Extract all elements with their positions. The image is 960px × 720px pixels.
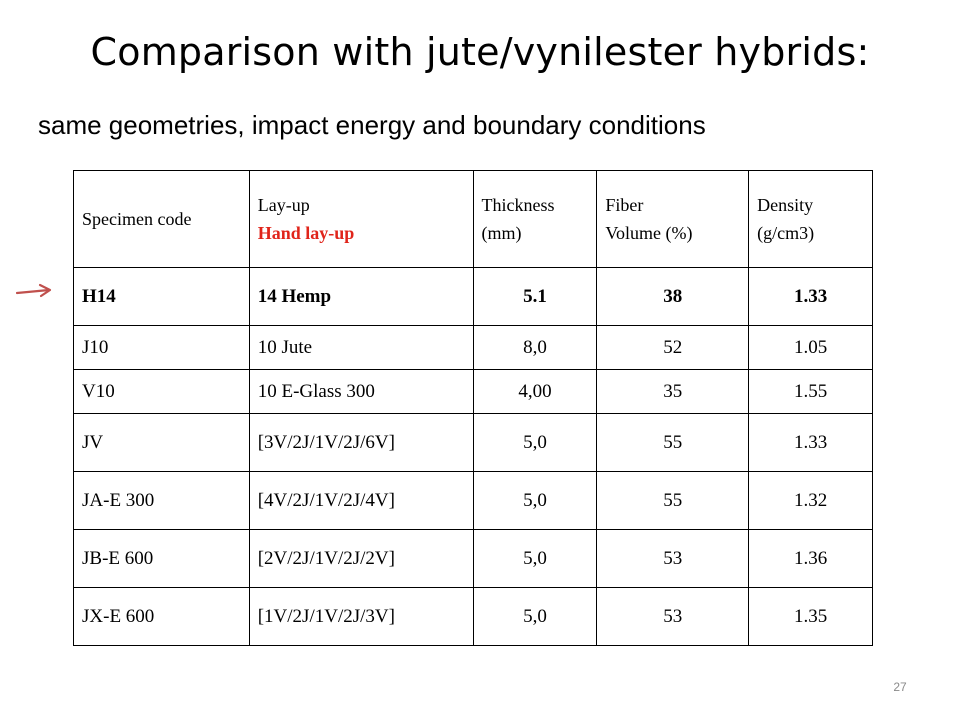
cell-fiber-volume: 55 — [597, 472, 749, 530]
cell-specimen-code: JV — [74, 414, 250, 472]
cell-thickness: 5,0 — [473, 472, 597, 530]
cell-specimen-code: J10 — [74, 326, 250, 370]
cell-layup: [1V/2J/1V/2J/3V] — [249, 588, 473, 646]
cell-layup: [4V/2J/1V/2J/4V] — [249, 472, 473, 530]
table-row — [74, 268, 873, 326]
cell-thickness: 5,0 — [473, 530, 597, 588]
header-density-label: Density — [757, 195, 814, 215]
header-fiber-label: Fiber — [605, 195, 644, 215]
table-row — [74, 414, 873, 472]
header-thickness-unit: (mm) — [481, 223, 522, 243]
cell-specimen-code: JB-E 600 — [74, 530, 250, 588]
table-row — [74, 472, 873, 530]
cell-layup: 10 Jute — [249, 326, 473, 370]
header-fiber-volume — [597, 171, 749, 268]
cell-density: 1.32 — [749, 472, 873, 530]
header-density — [749, 171, 873, 268]
cell-thickness: 5,0 — [473, 414, 597, 472]
page-number: 27 — [893, 680, 907, 694]
cell-thickness: 8,0 — [473, 326, 597, 370]
header-layup-method: Hand lay-up — [257, 223, 355, 243]
cell-specimen-code: JA-E 300 — [74, 472, 250, 530]
cell-fiber-volume: 35 — [597, 370, 749, 414]
specimen-table — [73, 170, 873, 646]
cell-density: 1.35 — [749, 588, 873, 646]
cell-layup: 14 Hemp — [249, 268, 473, 326]
right-arrow-icon — [16, 283, 54, 299]
header-fiber-unit: Volume (%) — [605, 223, 693, 243]
slide-title: Comparison with jute/vynilester hybrids: — [90, 30, 870, 74]
cell-specimen-code: JX-E 600 — [74, 588, 250, 646]
cell-layup: [2V/2J/1V/2J/2V] — [249, 530, 473, 588]
cell-density: 1.05 — [749, 326, 873, 370]
cell-specimen-code: H14 — [74, 268, 250, 326]
cell-layup: 10 E-Glass 300 — [249, 370, 473, 414]
table-header-row — [74, 171, 873, 268]
header-layup-label: Lay-up — [257, 195, 310, 215]
table-row — [74, 326, 873, 370]
cell-layup: [3V/2J/1V/2J/6V] — [249, 414, 473, 472]
slide-subtitle: same geometries, impact energy and boundary conditions — [38, 110, 706, 140]
header-density-unit: (g/cm3) — [757, 223, 815, 243]
table-row — [74, 530, 873, 588]
cell-fiber-volume: 53 — [597, 530, 749, 588]
cell-fiber-volume: 52 — [597, 326, 749, 370]
cell-density: 1.36 — [749, 530, 873, 588]
cell-density: 1.33 — [749, 268, 873, 326]
table-row — [74, 588, 873, 646]
cell-thickness: 5,0 — [473, 588, 597, 646]
header-layup — [249, 171, 473, 268]
cell-specimen-code: V10 — [74, 370, 250, 414]
cell-fiber-volume: 53 — [597, 588, 749, 646]
cell-density: 1.55 — [749, 370, 873, 414]
cell-fiber-volume: 38 — [597, 268, 749, 326]
cell-thickness: 5.1 — [473, 268, 597, 326]
table-row — [74, 370, 873, 414]
cell-thickness: 4,00 — [473, 370, 597, 414]
header-thickness — [473, 171, 597, 268]
cell-density: 1.33 — [749, 414, 873, 472]
cell-fiber-volume: 55 — [597, 414, 749, 472]
header-specimen-code-label: Specimen code — [82, 209, 192, 229]
header-specimen-code — [74, 171, 250, 268]
header-thickness-label: Thickness — [481, 195, 555, 215]
